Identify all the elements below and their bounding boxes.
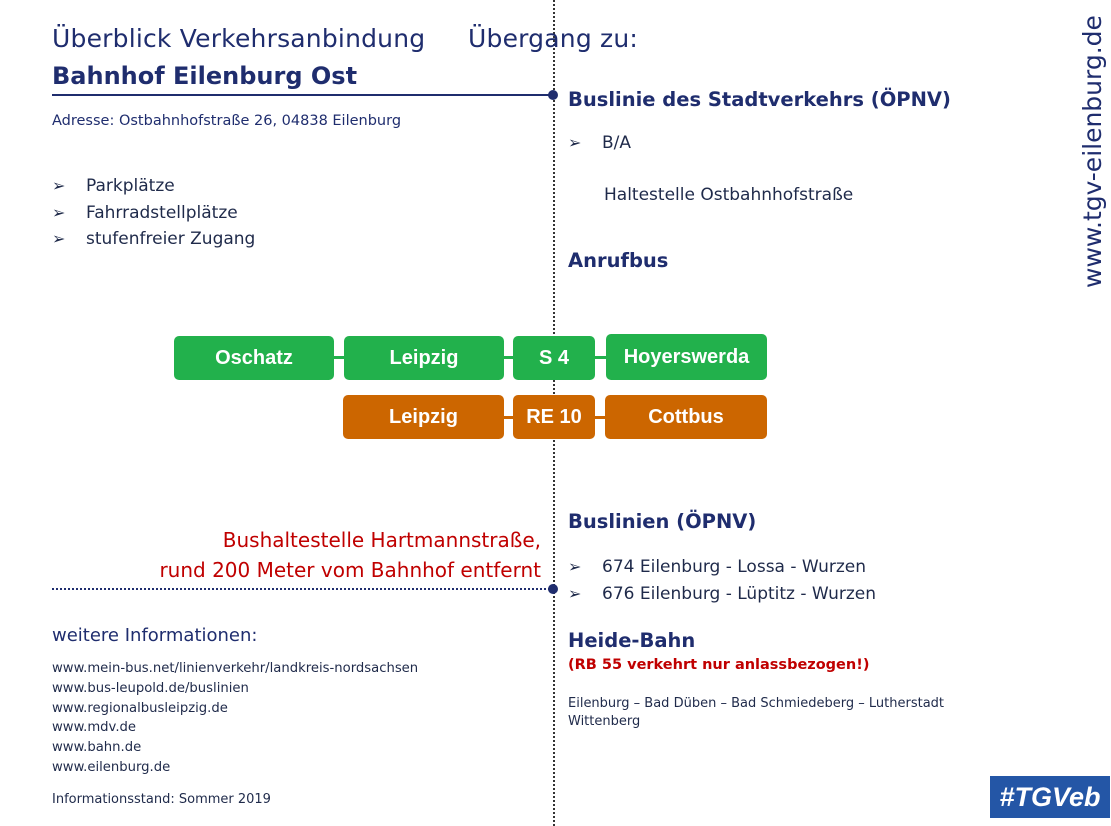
more-info-title: weitere Informationen: [52,625,258,646]
route-stop-hoyerswerda: Hoyerswerda [606,334,767,380]
heide-bahn-title: Heide-Bahn [568,629,696,652]
info-date: Informationsstand: Sommer 2019 [52,792,271,807]
header-underline [52,94,554,96]
station-name: Bahnhof Eilenburg Ost [52,62,358,90]
heide-bahn-note: (RB 55 verkehrt nur anlassbezogen!) [568,657,870,673]
link-item[interactable]: www.bahn.de [52,740,142,756]
route-stop-oschatz: Oschatz [174,336,334,380]
bus-lines-title: Buslinien (ÖPNV) [568,510,757,533]
bus-stop-note-line2: rund 200 Meter vom Bahnhof entfernt [159,558,541,582]
list-item [52,173,255,200]
side-url-text: www.tgv-eilenburg.de [1078,15,1107,288]
divider-node-top [548,90,558,100]
list-item [52,200,255,227]
more-info-links [52,659,418,778]
heide-bahn-route-line1: Eilenburg – Bad Düben – Bad Schmiedeberg – Lutherstadt [568,696,945,711]
city-bus-stop: Haltestelle Ostbahnhofstraße [604,185,854,205]
route-stop-cottbus: Cottbus [605,395,767,439]
bus-line-label: 674 Eilenburg - Lossa - Wurzen [602,557,867,577]
arrow-bullet-icon: ➢ [568,583,582,603]
list-item [52,226,255,253]
side-url [1062,15,1111,294]
transfer-label: Übergang zu: [468,24,639,53]
arrow-bullet-icon: ➢ [568,133,582,152]
route-line-re10: RE 10 [513,395,595,439]
city-bus-line [568,133,631,153]
divider-node-bottom [548,584,558,594]
link-item[interactable]: www.bus-leupold.de/buslinien [52,680,249,696]
amenity-label: stufenfreier Zugang [86,229,256,249]
route-stop-leipzig: Leipzig [344,336,504,380]
arrow-bullet-icon: ➢ [568,557,582,576]
route-line-s4: S 4 [513,336,595,380]
call-bus-title: Anrufbus [568,249,669,272]
page-title: Überblick Verkehrsanbindung [52,24,426,53]
arrow-bullet-icon: ➢ [52,229,66,248]
amenity-label: Fahrradstellplätze [86,202,238,223]
link-item[interactable]: www.mdv.de [52,720,137,736]
lower-divider [52,588,554,590]
heide-bahn-route-line2: Wittenberg [568,714,641,729]
link-item[interactable]: www.eilenburg.de [52,759,171,775]
bus-line-label: 676 Eilenburg - Lüptitz - Wurzen [602,583,877,604]
link-item[interactable]: www.regionalbusleipzig.de [52,700,228,716]
station-address: Adresse: Ostbahnhofstraße 26, 04838 Eilenburg [52,113,402,129]
bus-stop-note-line1: Bushaltestelle Hartmannstraße, [222,528,541,552]
list-item [568,554,876,581]
bus-lines-list [568,554,876,607]
amenity-label: Parkplätze [86,176,175,196]
city-bus-title: Buslinie des Stadtverkehrs (ÖPNV) [568,88,951,111]
amenities-list [52,173,255,253]
arrow-bullet-icon: ➢ [52,202,66,222]
route-stop-leipzig-re: Leipzig [343,395,504,439]
arrow-bullet-icon: ➢ [52,176,66,195]
list-item [568,581,876,608]
city-bus-line-label: B/A [602,133,632,153]
hashtag-badge: #TGVeb [990,776,1110,818]
link-item[interactable]: www.mein-bus.net/linienverkehr/landkreis-nordsachsen [52,661,419,676]
